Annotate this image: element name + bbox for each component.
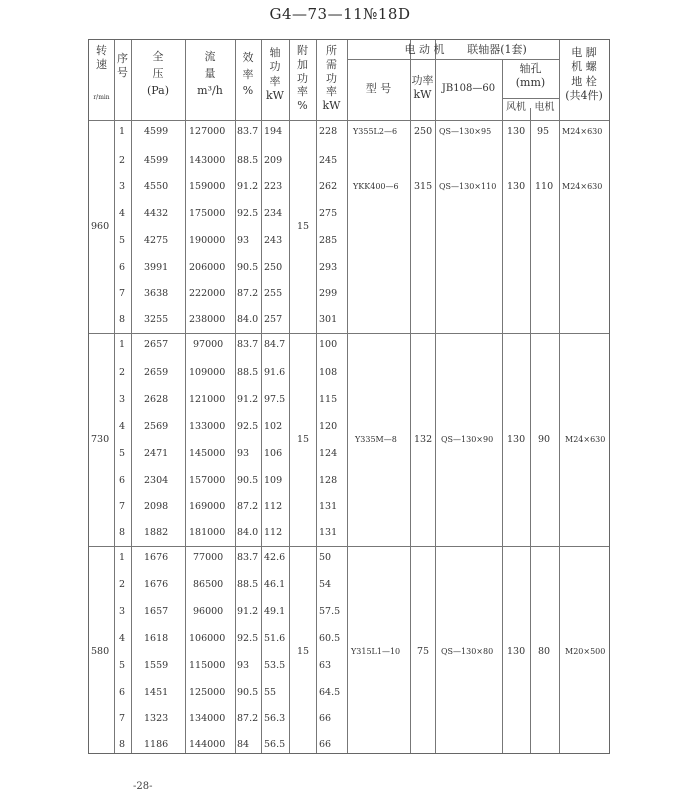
row-pressure: 2098 [144,501,169,512]
header-coupling: 联轴器(1套) [467,43,527,56]
row-pressure: 4432 [144,208,169,219]
row-efficiency: 92.5 [237,421,259,432]
header-flow: 流 量 m³/h [197,50,223,98]
row-required-power: 115 [319,394,338,405]
row-flow: 175000 [189,208,226,219]
row-seq: 1 [119,126,126,137]
row-seq: 7 [119,501,126,512]
row-flow: 115000 [189,660,226,671]
row-flow: 159000 [189,181,226,192]
row-shaft-power: 112 [264,501,283,512]
header-motor-model: 型 号 [365,82,392,95]
row-shaft-power: 56.3 [264,713,286,724]
coupling-730: QS—130×90 [441,435,494,444]
row-shaft-power: 91.6 [264,367,286,378]
row-seq: 6 [119,687,126,698]
speed-580: 580 [91,646,110,657]
anchor-bolt-580: M20×500 [565,647,606,656]
row-required-power: 131 [319,527,338,538]
row-seq: 4 [119,421,126,432]
row-seq: 3 [119,606,126,617]
row-flow: 143000 [189,155,226,166]
row-flow: 77000 [193,552,224,563]
row-shaft-power: 194 [264,126,283,137]
row-shaft-power: 49.1 [264,606,286,617]
header-motor-power: 功率 kW [411,74,434,101]
row-required-power: 293 [319,262,338,273]
row-required-power: 64.5 [319,687,341,698]
row-required-power: 63 [319,660,332,671]
row-seq: 5 [119,235,126,246]
row-flow: 109000 [189,367,226,378]
row-flow: 97000 [193,339,224,350]
anchor-bolt-730: M24×630 [565,435,606,444]
speed-960: 960 [91,221,110,232]
row-seq: 1 [119,552,126,563]
row-pressure: 1676 [144,579,169,590]
row-efficiency: 92.5 [237,208,259,219]
row-required-power: 124 [319,448,338,459]
row-shaft-power: 243 [264,235,283,246]
row-pressure: 2628 [144,394,169,405]
row-efficiency: 84 [237,739,250,750]
row-required-power: 131 [319,501,338,512]
row-pressure: 3638 [144,288,169,299]
row-required-power: 228 [319,126,338,137]
row-required-power: 100 [319,339,338,350]
row-pressure: 2657 [144,339,169,350]
row-pressure: 3255 [144,314,169,325]
row-required-power: 262 [319,181,338,192]
row-fan-bore: 130 [507,126,526,137]
row-shaft-power: 234 [264,208,283,219]
row-flow: 181000 [189,527,226,538]
row-efficiency: 84.0 [237,527,259,538]
motor-bore-730: 90 [538,434,551,445]
row-efficiency: 91.2 [237,394,259,405]
row-pressure: 2569 [144,421,169,432]
row-efficiency: 93 [237,660,250,671]
row-pressure: 1676 [144,552,169,563]
row-seq: 4 [119,633,126,644]
fan-bore-580: 130 [507,646,526,657]
header-motor: 电 动 机 [404,43,445,56]
row-flow: 96000 [193,606,224,617]
row-pressure: 1323 [144,713,169,724]
row-seq: 5 [119,448,126,459]
row-pressure: 1559 [144,660,169,671]
row-anchor-bolt: M24×630 [562,182,603,191]
row-required-power: 285 [319,235,338,246]
row-seq: 2 [119,579,126,590]
row-shaft-power: 51.6 [264,633,286,644]
row-efficiency: 90.5 [237,262,259,273]
speed-730: 730 [91,434,110,445]
motor-power-580: 75 [417,646,430,657]
row-seq: 1 [119,339,126,350]
row-required-power: 301 [319,314,338,325]
row-motor-model: YKK400—6 [353,182,399,191]
row-coupling: QS—130×110 [439,182,497,191]
row-efficiency: 93 [237,235,250,246]
row-coupling: QS—130×95 [439,127,492,136]
row-required-power: 275 [319,208,338,219]
row-shaft-power: 56.5 [264,739,286,750]
row-flow: 222000 [189,288,226,299]
row-required-power: 128 [319,475,338,486]
row-pressure: 4599 [144,155,169,166]
row-efficiency: 88.5 [237,155,259,166]
extra-power-960: 15 [297,221,310,232]
row-shaft-power: 55 [264,687,277,698]
header-bore-motor: 电机 [534,102,555,113]
row-flow: 127000 [189,126,226,137]
row-required-power: 66 [319,713,332,724]
row-efficiency: 87.2 [237,288,259,299]
row-seq: 2 [119,155,126,166]
row-pressure: 1451 [144,687,169,698]
motor-bore-580: 80 [538,646,551,657]
row-flow: 125000 [189,687,226,698]
header-required-power: 所 需 功 率 kW [322,44,341,112]
row-efficiency: 91.2 [237,606,259,617]
row-shaft-power: 109 [264,475,283,486]
row-efficiency: 92.5 [237,633,259,644]
row-flow: 133000 [189,421,226,432]
header-speed-unit: r/min [93,94,110,101]
row-seq: 4 [119,208,126,219]
row-seq: 3 [119,181,126,192]
row-motor-power: 250 [414,126,433,137]
row-seq: 3 [119,394,126,405]
row-seq: 8 [119,527,126,538]
row-seq: 6 [119,262,126,273]
header-seq: 序 号 [117,52,128,80]
row-seq: 7 [119,288,126,299]
row-efficiency: 87.2 [237,501,259,512]
row-required-power: 54 [319,579,332,590]
row-seq: 8 [119,314,126,325]
row-flow: 144000 [189,739,226,750]
row-seq: 5 [119,660,126,671]
fan-performance-table [88,39,610,754]
row-efficiency: 84.0 [237,314,259,325]
row-pressure: 2471 [144,448,169,459]
header-efficiency: 效 率 % [242,51,254,97]
row-shaft-power: 42.6 [264,552,286,563]
row-required-power: 50 [319,552,332,563]
row-efficiency: 87.2 [237,713,259,724]
row-required-power: 120 [319,421,338,432]
row-pressure: 1882 [144,527,169,538]
page-title: G4—73—11№18D [269,5,411,23]
row-motor-power: 315 [414,181,433,192]
page-number: -28- [133,781,153,792]
row-motor-model: Y355L2—6 [353,127,398,136]
row-pressure: 4550 [144,181,169,192]
row-flow: 106000 [189,633,226,644]
row-motor-bore: 95 [537,126,550,137]
row-shaft-power: 209 [264,155,283,166]
row-flow: 145000 [189,448,226,459]
row-shaft-power: 257 [264,314,283,325]
row-pressure: 3991 [144,262,169,273]
row-shaft-power: 102 [264,421,283,432]
row-shaft-power: 46.1 [264,579,286,590]
header-bore: 轴孔 (mm) [515,62,546,89]
row-motor-bore: 110 [535,181,554,192]
row-shaft-power: 84.7 [264,339,286,350]
row-flow: 86500 [193,579,224,590]
header-extra-power: 附 加 功 率 % [297,44,308,112]
row-required-power: 66 [319,739,332,750]
row-flow: 134000 [189,713,226,724]
row-efficiency: 83.7 [237,126,259,137]
row-seq: 7 [119,713,126,724]
header-bore-fan: 风机 [506,102,526,113]
row-required-power: 299 [319,288,338,299]
fan-bore-730: 130 [507,434,526,445]
row-efficiency: 83.7 [237,552,259,563]
row-required-power: 108 [319,367,338,378]
row-required-power: 57.5 [319,606,341,617]
row-pressure: 2304 [144,475,169,486]
header-speed: 转 速 [96,44,107,72]
row-shaft-power: 106 [264,448,283,459]
row-seq: 2 [119,367,126,378]
header-shaft-power: 轴 功 率 kW [266,46,284,102]
row-flow: 169000 [189,501,226,512]
row-pressure: 1657 [144,606,169,617]
row-efficiency: 93 [237,448,250,459]
row-seq: 6 [119,475,126,486]
extra-power-730: 15 [297,434,310,445]
row-flow: 121000 [189,394,226,405]
header-anchor-bolt: 电 脚 机 螺 地 栓 (共4件) [565,46,603,102]
row-flow: 190000 [189,235,226,246]
row-shaft-power: 53.5 [264,660,286,671]
row-seq: 8 [119,739,126,750]
motor-model-730: Y335M—8 [355,435,397,444]
row-efficiency: 90.5 [237,475,259,486]
header-coupling-standard: JB108—60 [441,83,496,94]
motor-model-580: Y315L1—10 [351,647,401,656]
header-pressure: 全 压 (Pa) [146,50,170,98]
row-flow: 157000 [189,475,226,486]
row-efficiency: 83.7 [237,339,259,350]
row-efficiency: 88.5 [237,367,259,378]
row-required-power: 245 [319,155,338,166]
row-pressure: 2659 [144,367,169,378]
row-shaft-power: 112 [264,527,283,538]
row-pressure: 4599 [144,126,169,137]
row-pressure: 1618 [144,633,169,644]
motor-power-730: 132 [414,434,433,445]
row-shaft-power: 250 [264,262,283,273]
row-efficiency: 88.5 [237,579,259,590]
row-efficiency: 90.5 [237,687,259,698]
row-shaft-power: 223 [264,181,283,192]
row-fan-bore: 130 [507,181,526,192]
row-pressure: 4275 [144,235,169,246]
row-shaft-power: 97.5 [264,394,286,405]
row-efficiency: 91.2 [237,181,259,192]
row-pressure: 1186 [144,739,169,750]
row-flow: 206000 [189,262,226,273]
row-shaft-power: 255 [264,288,283,299]
row-flow: 238000 [189,314,226,325]
row-anchor-bolt: M24×630 [562,127,603,136]
coupling-580: QS—130×80 [441,647,494,656]
extra-power-580: 15 [297,646,310,657]
row-required-power: 60.5 [319,633,341,644]
